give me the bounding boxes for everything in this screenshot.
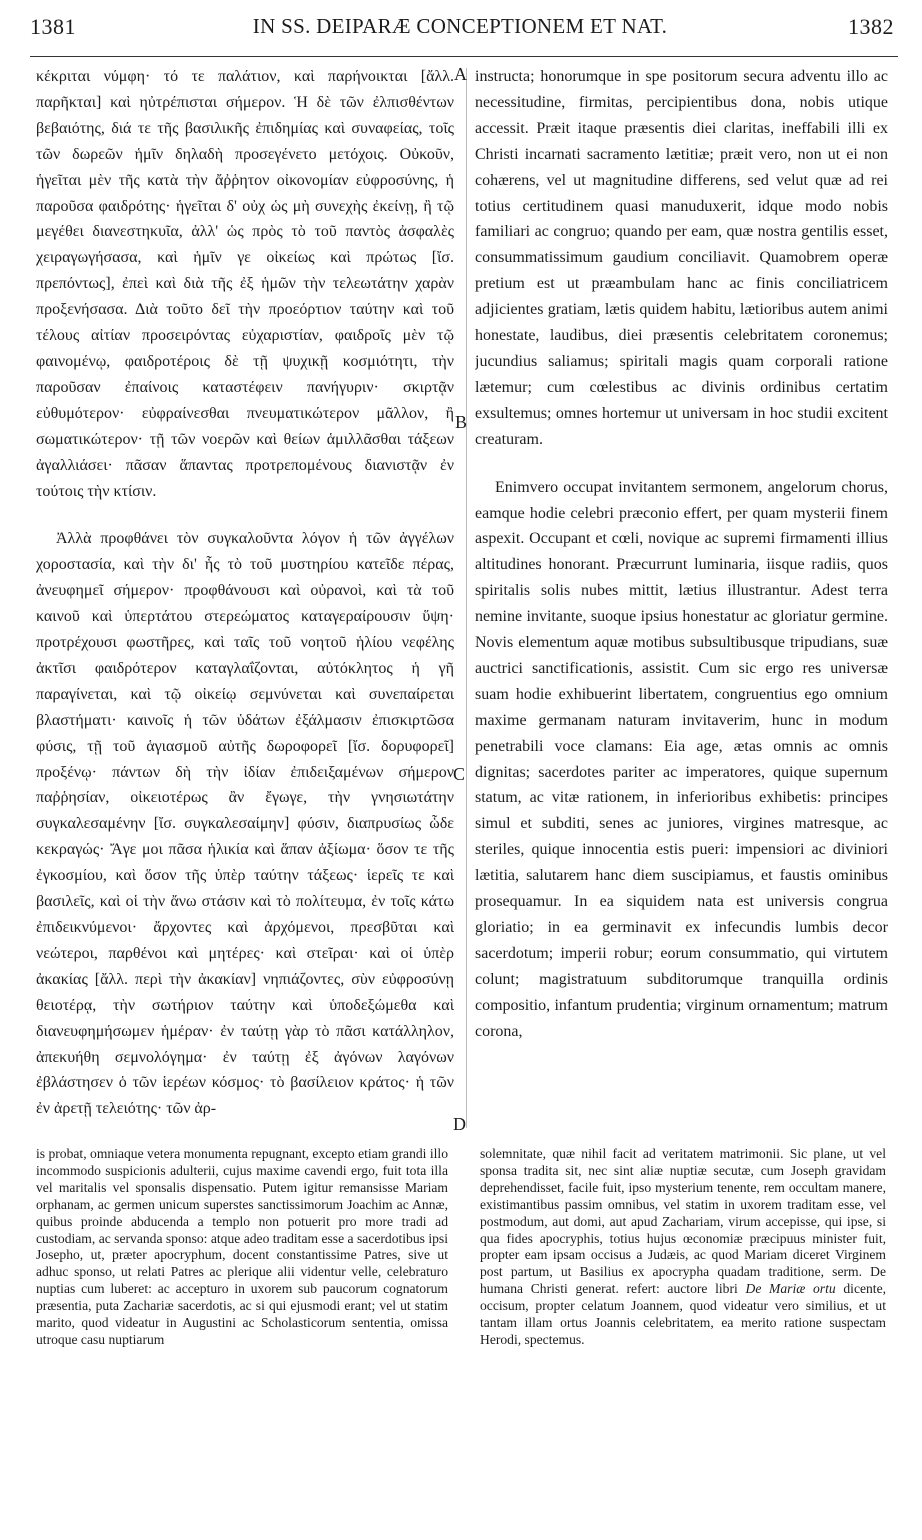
greek-paragraph-2: Ἀλλὰ προφθάνει τὸν συγκαλοῦντα λόγον ἡ τῶν ἀγγέλων χοροστασία, καὶ τὴν δι' ἧς τὸ τοῦ μυστηρίου κατεῖδε πέρας, ἀνευφημεῖ σήμερον· προφθάνουσι καὶ οὐρανοὶ, καὶ τὰ τοῦ καινοῦ καὶ ὑπερτάτου στερεώματος καταγεραίρουσιν ὕψη· προτρέχουσι φωστῆρες, καὶ ταῖς τοῦ νοητοῦ ἡλίου νεφέλης ἀκτῖσι φαιδρότερον καταγλαΐζονται, αὐτόκλητος ἡ γῆ παραγίνεται, καὶ τῷ οἰκείῳ σεμνύνεται καὶ συνεπαίρεται βλαστήματι· καινοῖς ἡ τῶν ὑδάτων ἐξάλμασιν ἐπισκιρτῶσα φύσις, τῇ τοῦ ἁγιασμοῦ αὐτῆς δωροφορεῖ [ἴσ. δορυφορεῖ] προξένῳ· πάντων δὴ τὴν ἰδίαν ἐπιδειξαμένων σήμερον παῤῥησίαν, οἰκειοτέρως ἂν ἔγωγε, τὴν γνησιωτάτην συγκαλεσαμένην [ἴσ. συγκαλεσαίμην] φύσιν, διαπρυσίως ὧδε κεκραγώς· Ἄγε μοι πᾶσα ἡλικία καὶ ἅπαν ἀξίωμα· ὅσον τε τῆς ἐγκοσμίου, καὶ ὅσον τῆς ὑπὲρ ταύτην τάξεως· ἱερεῖς τε καὶ βασιλεῖς, καὶ οἱ τὴν ἄνω στάσιν καὶ τὸ πολίτευμα, ἐν τοῖς κάτω ἐπιδεικνύμενοι· ἄρχοντες καὶ ἀρχόμενοι, πρεσβῦται καὶ νεώτεροι, παρθένοι καὶ μητέρες· καὶ στεῖραι· καὶ οἱ ὑπὲρ ἀκακίας [ἄλλ. περὶ τὴν ἀκακίαν] νηπιάζοντες, σὺν εὐφροσύνῃ θειοτέρᾳ, τὴν σωτήριον ταύτην καὶ ὑποδεξώμεθα καὶ διανευφημήσωμεν ἡμέραν· ἐν ταύτῃ γὰρ τὸ πᾶσι κατάλληλον, ἀπεκυήθη σεμνολόγημα· ἐν ταύτῃ ἐξ ἀγόνων λαγόνων ἐβλάστησεν ὁ τῶν ἱερέων κόσμος· τὸ βασίλειον κράτος· ἡ τῶν ἐν ἀρετῇ τελειότης· τῶν ἀρ-	[36, 530, 454, 1118]
footnote-left-text: is probat, omniaque vetera monumenta repugnant, excepto etiam grandi illo incommodo suspicionis adulterii, cujus maxime cavendi ergo, fuit tota illa vel maritalis vel sponsalis dispensatio. Putem igitur remansisse Mariam orphanam, ac germen unicum superstes sanctissimorum Joachim ac Annæ, quibus proinde abducenda a templo non potuerit pro more tradi ad custodiam, ac servanda sponso: atque adeo traditam esse a sacerdotibus ipsi Josepho, ut, præter apocryphum, docent constantissime Patres, sive ut adhuc sponso, ut relati Patres ac plerique alii videntur velle, celebraturo nuptias cum luberet: ac accepturo in uxorem sub paucorum cognatorum præsentia, puta Zachariæ sacerdotis, ac si qui ejusmodi erant; vel ut statim marito, quod videatur in Augustini ac Scholasticorum sententia, omissa utroque casu nuptiarum	[36, 1146, 448, 1347]
greek-paragraph-1: κέκριται νύμφη· τό τε παλάτιον, καὶ παρήνοικται [ἄλλ. παρῆκται] καὶ ηὐτρέπισται σήμερον. Ἡ δὲ τῶν ἐλπισθέντων βεβαιότης, διά τε τῆς βασιλικῆς ἐπιδημίας καὶ συναφείας, τοῖς τῶν δωρεῶν ἡμῖν δηλαδὴ προσεγένετο μετόχοις. Οὐκοῦν, ἡγεῖται μὲν τῆς κατὰ τὴν ἄῤῥητον οἰκονομίαν εὐφροσύνης, ἡ παροῦσα φαιδρότης· ἡγεῖται δ' οὐχ ὡς μὴ συνεχὴς ἐκείνῃ, ἢ τῷ μεγέθει διανεστηκυῖα, ἀλλ' ὡς πρὸς τὸ τοῦ παντὸς ἀσφαλὲς χειραγωγήσασα, καὶ ἡμῖν γε οἰκείως καὶ πρώτως [ἴσ. πρεπόντως], ἐπεὶ καὶ διὰ τῆς ἐξ ἡμῶν τὴν τελεωτάτην χαρὰν προξενήσασα. Διὰ τοῦτο δεῖ τὴν προεόρτιον ταύτην καὶ τοῦ τέλους αἰτίαν προσειρόντας εὐχαριστίαν, φαιδροῖς μὲν τῷ φαινομένῳ, φαιδροτέροις δὲ τῇ ψυχικῇ κοσμιότητι, τὴν παροῦσαν ἐπαίνοις καταστέφειν πανήγυριν· σκιρτᾷν εὐθυμότερον· εὐφραίνεσθαι πνευματικώτερον μᾶλλον, ἢ σωματικώτερον· τῇ τῶν νοερῶν καὶ θείων ἁμιλλᾶσθαι τάξεων ἀγαλλιάσει· πᾶσαν ἅπαντας προτρεπομένους διανιστᾷν ἐν τούτοις τὴν κτίσιν.	[36, 68, 454, 500]
page-number-left: 1381	[30, 14, 76, 39]
latin-column	[475, 64, 888, 1137]
running-header	[22, 10, 898, 50]
footnote-left	[36, 1146, 448, 1516]
margin-marker-b: B	[455, 412, 468, 432]
footnote-right-part-2: dicente, occisum, propter celatum Joannem, quod videatur vero similius, et ut tantam illam ortus Joannis celebritatem, ea merito ratione suspectam Herodi, spectemus.	[480, 1281, 886, 1347]
column-divider	[466, 68, 467, 1128]
header-rule	[30, 56, 898, 57]
cited-work-title: De Mariæ ortu	[745, 1281, 836, 1297]
footnote-right-text	[480, 1146, 886, 1349]
footnote-right-part-1: solemnitate, quæ nihil facit ad veritatem matrimonii. Sic plane, ut vel sponsa tradita sit, nec sint aliæ nuptiæ secutæ, cum Joseph gravidam deprehendisset, facile fuit, ipso mysterium tenente, rem occultam manere, existimantibus passim omnibus, vel statim in uxorem traditam esse, vel postmodum, aut domi, aut apud Zachariam, virum accepisse, qui ipse, si qua fides apocryphis, totius hujus œconomiæ præcipuus minister fuit, propter eam ipsam occisus a Judæis, ac quod Mariam diceret Virginem post partum, ut Basilius ex apocrypha quadam traditione, serm. De humana Christi generat. refert: auctore libri	[480, 1146, 886, 1297]
paragraph-gap	[36, 504, 454, 526]
margin-marker-a: A	[454, 64, 467, 84]
margin-marker-d: D	[453, 1114, 466, 1134]
running-title: IN SS. DEIPARÆ CONCEPTIONEM ET NAT.	[252, 14, 668, 38]
latin-paragraph-1: instructa; honorumque in spe positorum secura adventu illo ac necessitudine, firmitas, percipientibus dona, nobis utique accessit. Præit itaque præsentis diei claritas, ineffabili illi ex Christi incarnati sacramento lætitiæ; præit vero, non ut ei non cohærens, vel ut magnitudine differens, sed velut quæ ad rei totius certitudinem quasi manuduxerit, idque modo nobis familiari ac congruo; quando per eam, quæ nostra gentilis esset, consummatissimum gaudium conciliavit. Quamobrem operæ pretium est ut præambulam hanc ac finis conciliatricem adjicientes gratiam, lætis quidem habitu, lætioribus autem animi honestate, laudibus, diei præsentis celebritatem coronemus; jucundius saliamus; spiritali magis quam corporali ratione lætemur; cum cœlestibus ac divinis ordinibus certatim exsultemus; omnes hortemur ut universam in hoc studii excitent creaturam.	[475, 68, 888, 448]
latin-paragraph-2: Enimvero occupat invitantem sermonem, angelorum chorus, eamque hodie celebri præconio effert, per quam mysterii finem aspexit. Occupant et cœli, novique ac supremi firmamenti illius altitudines honorant. Præcurrunt luminaria, iisque radiis, quos spiritalis solis nubes mittit, lætius illustrantur. Adest terra nemine invitante, suoque ipsius honestatur ac gloriatur germine. Novis elementum aquæ motibus subsultibusque tripudians, suæ auctrici sanctificationis, assistit. Cum sic ergo res universæ suam hodie exhibuerint libertatem, congruentius ego omnium maxime germanam naturam invitaverim, hunc in modum penetrabili voce clamans: Eia age, ætas omnis ac omnis dignitas; sacerdotes pariter ac imperatores, quique supernum statum, ac vitæ rationem, in inferioribus exhibetis: principes simul et subditi, senes ac juniores, virgines matresque, ac steriles, quique innocentia estis pueri: impensiori ac diviniori lætitia, salutarem hanc diem suscipiamus, et faustis ominibus prosequamur. In ea siquidem nata est universis congrua gloriatio; in ea germinavit ex infecundis lumbis decor sacerdotum; imperii robur; eorum consummatio, qui virtutem colunt; magistratuum subditorumque tranquilla ordinis compositio, infantum prudentia; virginum ornamentum; matrum corona,	[475, 478, 888, 1040]
margin-marker-c: C	[453, 764, 466, 784]
paragraph-gap	[475, 453, 888, 475]
page-number-right: 1382	[848, 14, 894, 39]
greek-column	[36, 64, 454, 1137]
footnote-right	[480, 1146, 886, 1516]
